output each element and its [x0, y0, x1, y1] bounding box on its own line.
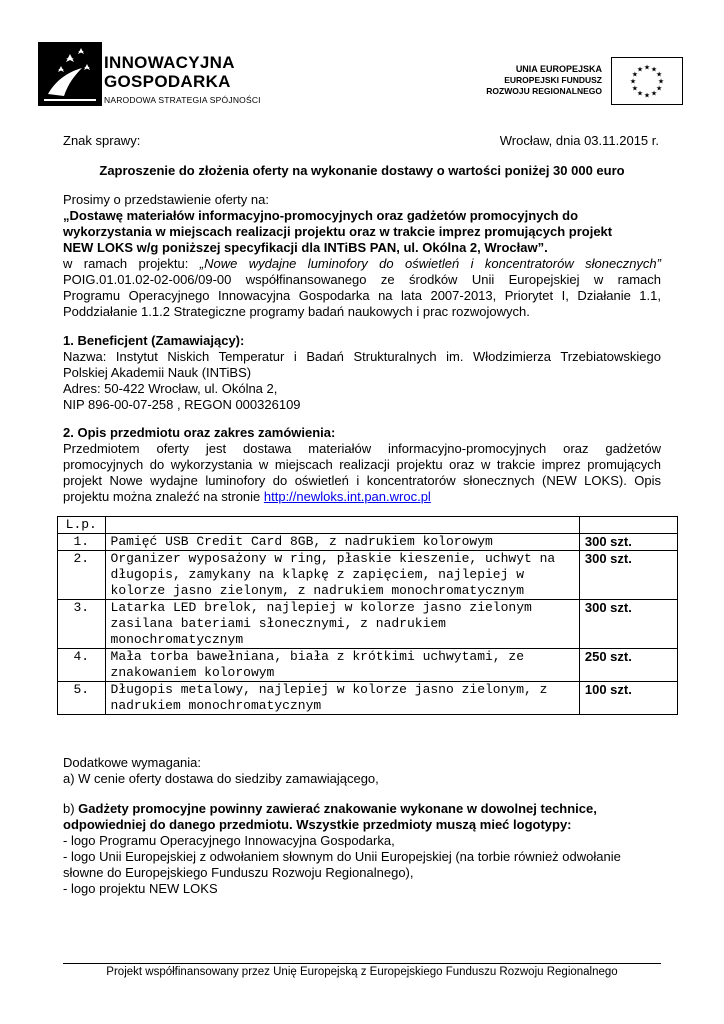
subject-line2: wykorzystania w miejscach realizacji projektu oraz w trakcie imprez promujących projekt	[63, 224, 613, 239]
document-title: Zaproszenie do złożenia oferty na wykonanie dostawy o wartości poniżej 30 000 euro	[99, 163, 625, 178]
eu-star-icon: ★	[631, 70, 639, 79]
eu-star-icon: ★	[631, 84, 639, 93]
row-description: Latarka LED brelok, najlepiej w kolorze jasno zielonym zasilana bateriami słonecznymi, z nadrukiem monochromatycznym	[105, 600, 579, 649]
row-number: 5.	[58, 682, 106, 715]
row-description: Mała torba bawełniana, biała z krótkimi uchwytami, ze znakowaniem kolorowym	[105, 649, 579, 682]
project-line1	[63, 256, 661, 272]
ig-logo	[38, 42, 278, 110]
table-row	[58, 534, 678, 551]
beneficiary-address: Adres: 50-422 Wrocław, ul. Okólna 2,	[63, 381, 278, 396]
table-row	[58, 682, 678, 715]
beneficiary-nip: NIP 896-00-07-258 , REGON 000326109	[63, 397, 301, 412]
logo-req-1: - logo Programu Operacyjnego Innowacyjna Gospodarka,	[63, 833, 395, 848]
section2-line4	[63, 489, 431, 505]
eu-star-icon: ★	[636, 89, 644, 98]
eu-flag-icon	[611, 57, 683, 105]
section2-line2: promocyjnych do wykorzystania w miejscach realizacji projektu oraz w trakcie imprez promujących	[63, 457, 661, 472]
section1-heading: 1. Beneficjent (Zamawiający):	[63, 333, 245, 348]
row-number: 3.	[58, 600, 106, 649]
requirement-b-line2: odpowiedniej do danego przedmiotu. Wszystkie przedmioty muszą mieć logotypy:	[63, 817, 572, 832]
header-lp: L.p.	[58, 517, 106, 534]
eu-star-icon: ★	[650, 89, 658, 98]
eu-star-icon: ★	[643, 63, 651, 72]
footer-text: Projekt współfinansowany przez Unię Europejską z Europejskiego Funduszu Rozwoju Regionalnego	[106, 966, 618, 978]
row-number: 2.	[58, 551, 106, 600]
subject-line3: NEW LOKS w/g poniższej specyfikacji dla INTiBS PAN, ul. Okólna 2, Wrocław”.	[63, 240, 548, 255]
row-description: Pamięć USB Credit Card 8GB, z nadrukiem kolorowym	[105, 534, 579, 551]
logo-req-2: - logo Unii Europejskiej z odwołaniem słownym do Unii Europejskiej (na torbie również odwołanie	[63, 849, 621, 864]
beneficiary-name-line2: Polskiej Akademii Nauk (INTiBS)	[63, 365, 252, 380]
project-line2: POIG.01.01.02-02-006/09-00 współfinansowanego ze środków Unii Europejskiej w ramach	[63, 272, 661, 287]
requirement-b-text: Gadżety promocyjne powinny zawierać znakowanie wykonane w dowolnej technice,	[78, 801, 597, 816]
eu-star-icon: ★	[650, 65, 658, 74]
innowacyjna-gospodarka-logo-icon	[38, 42, 102, 106]
requirement-a: a) W cenie oferty dostawa do siedziby zamawiającego,	[63, 771, 379, 786]
section2-line4-prefix: projektu można znaleźć na stronie	[63, 489, 264, 504]
row-quantity: 300 szt.	[579, 534, 677, 551]
row-description: Organizer wyposażony w ring, płaskie kieszenie, uchwyt na długopis, zamykany na klapkę z zapięciem, najlepiej w kolorze jasno zielonym, z nadrukiem monochromatycznym	[105, 551, 579, 600]
place-date: Wrocław, dnia 03.11.2015 r.	[499, 133, 659, 148]
logo-req-4: - logo projektu NEW LOKS	[63, 881, 218, 896]
table-row	[58, 600, 678, 649]
logo-line2: GOSPODARKA	[104, 72, 231, 91]
eu-star-icon: ★	[643, 91, 651, 100]
row-quantity: 300 szt.	[579, 600, 677, 649]
eu-star-icon: ★	[629, 77, 637, 86]
project-prefix: w ramach projektu:	[63, 256, 200, 271]
eu-line1: UNIA EUROPEJSKA	[515, 64, 602, 74]
section2-heading: 2. Opis przedmiotu oraz zakres zamówienia:	[63, 425, 336, 440]
requirements-heading: Dodatkowe wymagania:	[63, 755, 202, 770]
section2-line1: Przedmiotem oferty jest dostawa materiałów informacyjno-promocyjnych oraz gadżetów	[63, 441, 661, 456]
intro-text: Prosimy o przedstawienie oferty na:	[63, 192, 269, 207]
header-qty	[579, 517, 677, 534]
section2-line3: projekt Nowe wydajne luminofory do oświetleń i koncentratorów słonecznych (NEW LOKS). Opis	[63, 473, 661, 488]
eu-star-icon: ★	[655, 84, 663, 93]
eu-star-icon: ★	[657, 77, 665, 86]
beneficiary-name-line1: Nazwa: Instytut Niskich Temperatur i Badań Strukturalnych im. Włodzimierza Trzebiatowskiego	[63, 349, 661, 364]
table-row	[58, 649, 678, 682]
footer-divider	[63, 963, 661, 964]
logo-req-3: słowne do Europejskiego Funduszu Rozwoju Regionalnego),	[63, 865, 414, 880]
project-line4: Poddziałanie 1.1.2 Strategiczne programy badań naukowych i prac rozwojowych.	[63, 304, 530, 319]
table-header-row	[58, 517, 678, 534]
row-quantity: 250 szt.	[579, 649, 677, 682]
specification-table	[57, 516, 678, 715]
project-line3: Programu Operacyjnego Innowacyjna Gospodarka na lata 2007-2013, Priorytet I, Działanie 1.1,	[63, 288, 661, 303]
requirement-b-line1	[63, 801, 597, 817]
logo-line3: NARODOWA STRATEGIA SPÓJNOŚCI	[104, 95, 261, 105]
eu-star-icon: ★	[655, 70, 663, 79]
header-desc	[105, 517, 579, 534]
row-quantity: 300 szt.	[579, 551, 677, 600]
row-description: Długopis metalowy, najlepiej w kolorze jasno zielonym, z nadrukiem monochromatycznym	[105, 682, 579, 715]
logo-line1: INNOWACYJNA	[104, 53, 235, 72]
requirement-b-prefix: b)	[63, 801, 79, 816]
eu-text-block	[486, 64, 602, 97]
row-quantity: 100 szt.	[579, 682, 677, 715]
row-number: 4.	[58, 649, 106, 682]
project-link[interactable]: http://newloks.int.pan.wroc.pl	[263, 489, 431, 504]
row-number: 1.	[58, 534, 106, 551]
reference-label: Znak sprawy:	[63, 133, 141, 148]
subject-line1: „Dostawę materiałów informacyjno-promocyjnych oraz gadżetów promocyjnych do	[63, 208, 579, 223]
project-name: „Nowe wydajne luminofory do oświetleń i koncentratorów słonecznych”	[199, 256, 661, 271]
eu-line3: ROZWOJU REGIONALNEGO	[486, 86, 602, 96]
table-row	[58, 551, 678, 600]
eu-star-icon: ★	[636, 65, 644, 74]
eu-line2: EUROPEJSKI FUNDUSZ	[504, 75, 602, 85]
